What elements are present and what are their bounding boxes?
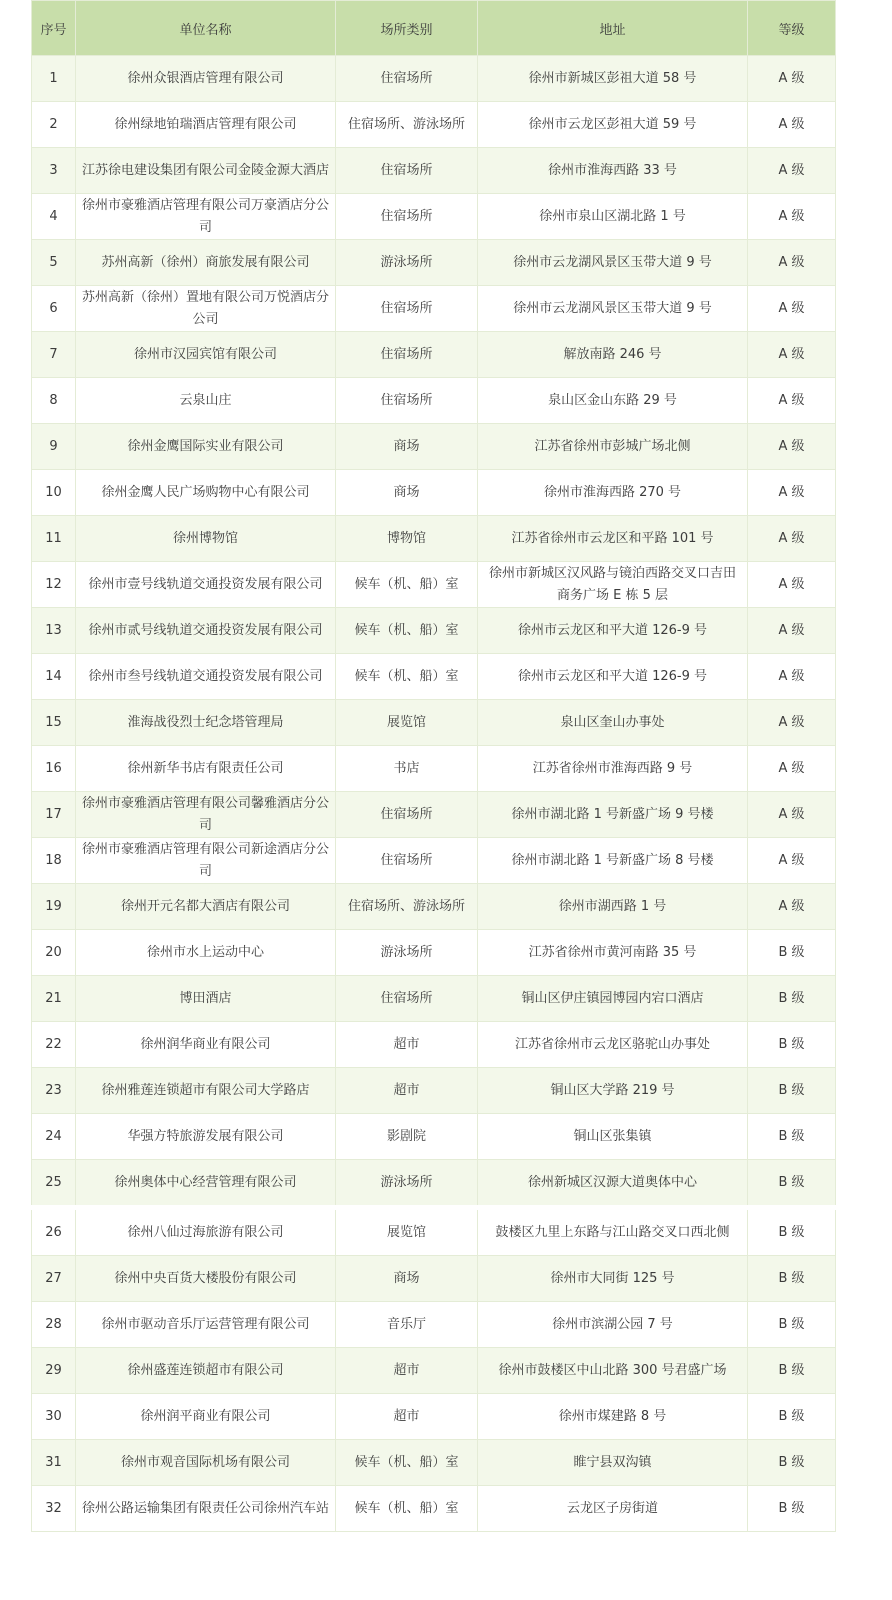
address: 江苏省徐州市云龙区骆驼山办事处: [478, 1022, 748, 1068]
grade: A 级: [748, 608, 836, 654]
address: 鼓楼区九里上东路与江山路交叉口西北侧: [478, 1208, 748, 1256]
grade: B 级: [748, 1256, 836, 1302]
row-index: 5: [32, 240, 76, 286]
table-row: [32, 470, 836, 516]
row-index: 11: [32, 516, 76, 562]
row-index: 16: [32, 746, 76, 792]
grade: A 级: [748, 562, 836, 608]
row-index: 22: [32, 1022, 76, 1068]
grade: A 级: [748, 516, 836, 562]
venue-type: 商场: [336, 424, 478, 470]
unit-name: 徐州市豪雅酒店管理有限公司新途酒店分公司: [76, 838, 336, 884]
table-row: [32, 1348, 836, 1394]
grade: A 级: [748, 424, 836, 470]
table-row: [32, 1486, 836, 1532]
grade: B 级: [748, 1440, 836, 1486]
table-row: [32, 838, 836, 884]
address: 徐州市新城区彭祖大道 58 号: [478, 56, 748, 102]
row-index: 1: [32, 56, 76, 102]
address: 江苏省徐州市黄河南路 35 号: [478, 930, 748, 976]
unit-name: 徐州金鹰人民广场购物中心有限公司: [76, 470, 336, 516]
unit-name: 徐州开元名都大酒店有限公司: [76, 884, 336, 930]
table-row: [32, 516, 836, 562]
unit-name: 徐州奥体中心经营管理有限公司: [76, 1160, 336, 1208]
row-index: 24: [32, 1114, 76, 1160]
venue-type: 候车（机、船）室: [336, 1440, 478, 1486]
address: 徐州市云龙区和平大道 126-9 号: [478, 608, 748, 654]
unit-name: 徐州金鹰国际实业有限公司: [76, 424, 336, 470]
table-row: [32, 194, 836, 240]
table-row: [32, 562, 836, 608]
row-index: 30: [32, 1394, 76, 1440]
address: 徐州市云龙湖风景区玉带大道 9 号: [478, 286, 748, 332]
grade: B 级: [748, 976, 836, 1022]
row-index: 28: [32, 1302, 76, 1348]
row-index: 4: [32, 194, 76, 240]
address: 徐州市淮海西路 270 号: [478, 470, 748, 516]
table-row: [32, 884, 836, 930]
unit-name: 徐州市豪雅酒店管理有限公司万豪酒店分公司: [76, 194, 336, 240]
row-index: 10: [32, 470, 76, 516]
venue-type: 商场: [336, 1256, 478, 1302]
venue-type: 住宿场所: [336, 286, 478, 332]
table-row: [32, 700, 836, 746]
address: 云龙区子房街道: [478, 1486, 748, 1532]
grade: B 级: [748, 1114, 836, 1160]
venue-type: 博物馆: [336, 516, 478, 562]
table-row: [32, 746, 836, 792]
address: 徐州市云龙区彭祖大道 59 号: [478, 102, 748, 148]
unit-name: 徐州绿地铂瑞酒店管理有限公司: [76, 102, 336, 148]
row-index: 3: [32, 148, 76, 194]
venue-type: 住宿场所: [336, 194, 478, 240]
grade: A 级: [748, 56, 836, 102]
address: 徐州市煤建路 8 号: [478, 1394, 748, 1440]
table-row: [32, 424, 836, 470]
address: 徐州市云龙区和平大道 126-9 号: [478, 654, 748, 700]
grade: B 级: [748, 1348, 836, 1394]
venue-type: 超市: [336, 1068, 478, 1114]
table-row: [32, 148, 836, 194]
header-unit-name: 单位名称: [76, 1, 336, 56]
grade: A 级: [748, 838, 836, 884]
table-row: [32, 1256, 836, 1302]
venue-type: 游泳场所: [336, 1160, 478, 1208]
unit-name: 博田酒店: [76, 976, 336, 1022]
grade: A 级: [748, 148, 836, 194]
row-index: 17: [32, 792, 76, 838]
unit-name: 徐州博物馆: [76, 516, 336, 562]
row-index: 27: [32, 1256, 76, 1302]
row-index: 19: [32, 884, 76, 930]
venue-type: 超市: [336, 1022, 478, 1068]
table-row: [32, 1022, 836, 1068]
address: 徐州市湖北路 1 号新盛广场 8 号楼: [478, 838, 748, 884]
grade: B 级: [748, 1160, 836, 1208]
venue-type: 音乐厅: [336, 1302, 478, 1348]
unit-name: 徐州市叁号线轨道交通投资发展有限公司: [76, 654, 336, 700]
table-row: [32, 1440, 836, 1486]
row-index: 8: [32, 378, 76, 424]
grade: A 级: [748, 700, 836, 746]
header-index: 序号: [32, 1, 76, 56]
unit-name: 徐州市豪雅酒店管理有限公司馨雅酒店分公司: [76, 792, 336, 838]
table-row: [32, 240, 836, 286]
row-index: 6: [32, 286, 76, 332]
table-row: [32, 1114, 836, 1160]
address: 徐州市湖西路 1 号: [478, 884, 748, 930]
header-venue-type: 场所类别: [336, 1, 478, 56]
address: 铜山区伊庄镇园博园内宕口酒店: [478, 976, 748, 1022]
unit-name: 徐州润华商业有限公司: [76, 1022, 336, 1068]
grade: A 级: [748, 654, 836, 700]
venue-type: 超市: [336, 1394, 478, 1440]
row-index: 15: [32, 700, 76, 746]
unit-name: 徐州新华书店有限责任公司: [76, 746, 336, 792]
row-index: 29: [32, 1348, 76, 1394]
venue-type: 展览馆: [336, 700, 478, 746]
venue-type: 住宿场所、游泳场所: [336, 102, 478, 148]
address: 江苏省徐州市彭城广场北侧: [478, 424, 748, 470]
address: 泉山区奎山办事处: [478, 700, 748, 746]
row-index: 32: [32, 1486, 76, 1532]
venue-type: 候车（机、船）室: [336, 608, 478, 654]
venue-type: 住宿场所、游泳场所: [336, 884, 478, 930]
unit-name: 苏州高新（徐州）置地有限公司万悦酒店分公司: [76, 286, 336, 332]
unit-name: 华强方特旅游发展有限公司: [76, 1114, 336, 1160]
address: 徐州新城区汉源大道奥体中心: [478, 1160, 748, 1208]
venue-type: 候车（机、船）室: [336, 562, 478, 608]
address: 江苏省徐州市淮海西路 9 号: [478, 746, 748, 792]
grade: B 级: [748, 930, 836, 976]
grade: B 级: [748, 1486, 836, 1532]
row-index: 23: [32, 1068, 76, 1114]
unit-name: 徐州公路运输集团有限责任公司徐州汽车站: [76, 1486, 336, 1532]
table-row: [32, 1302, 836, 1348]
header-grade: 等级: [748, 1, 836, 56]
grade: A 级: [748, 332, 836, 378]
grade: A 级: [748, 378, 836, 424]
grade: A 级: [748, 286, 836, 332]
venue-type: 住宿场所: [336, 976, 478, 1022]
grade: A 级: [748, 102, 836, 148]
grade: A 级: [748, 792, 836, 838]
unit-name: 云泉山庄: [76, 378, 336, 424]
venue-type: 住宿场所: [336, 792, 478, 838]
table-row: [32, 1068, 836, 1114]
grade: B 级: [748, 1302, 836, 1348]
row-index: 21: [32, 976, 76, 1022]
unit-name: 徐州雅莲连锁超市有限公司大学路店: [76, 1068, 336, 1114]
unit-name: 徐州润平商业有限公司: [76, 1394, 336, 1440]
row-index: 20: [32, 930, 76, 976]
address: 徐州市新城区汉风路与镜泊西路交叉口吉田商务广场 E 栋 5 层: [478, 562, 748, 608]
grade: A 级: [748, 470, 836, 516]
row-index: 25: [32, 1160, 76, 1208]
unit-name: 徐州市水上运动中心: [76, 930, 336, 976]
grade: A 级: [748, 884, 836, 930]
header-address: 地址: [478, 1, 748, 56]
address: 江苏省徐州市云龙区和平路 101 号: [478, 516, 748, 562]
venue-type: 影剧院: [336, 1114, 478, 1160]
unit-name: 徐州市观音国际机场有限公司: [76, 1440, 336, 1486]
row-index: 26: [32, 1208, 76, 1256]
venue-rating-table-page: [31, 0, 835, 1532]
venue-type: 超市: [336, 1348, 478, 1394]
address: 徐州市滨湖公园 7 号: [478, 1302, 748, 1348]
unit-name: 徐州盛莲连锁超市有限公司: [76, 1348, 336, 1394]
table-row: [32, 378, 836, 424]
venue-type: 住宿场所: [336, 332, 478, 378]
unit-name: 江苏徐电建设集团有限公司金陵金源大酒店: [76, 148, 336, 194]
table-row: [32, 1208, 836, 1256]
venue-type: 住宿场所: [336, 838, 478, 884]
venue-type: 书店: [336, 746, 478, 792]
venue-type: 住宿场所: [336, 378, 478, 424]
grade: B 级: [748, 1394, 836, 1440]
address: 徐州市云龙湖风景区玉带大道 9 号: [478, 240, 748, 286]
table-row: [32, 1394, 836, 1440]
grade: A 级: [748, 746, 836, 792]
unit-name: 徐州市贰号线轨道交通投资发展有限公司: [76, 608, 336, 654]
unit-name: 苏州高新（徐州）商旅发展有限公司: [76, 240, 336, 286]
address: 铜山区大学路 219 号: [478, 1068, 748, 1114]
row-index: 31: [32, 1440, 76, 1486]
unit-name: 徐州中央百货大楼股份有限公司: [76, 1256, 336, 1302]
table-row: [32, 976, 836, 1022]
address: 解放南路 246 号: [478, 332, 748, 378]
address: 铜山区张集镇: [478, 1114, 748, 1160]
address: 徐州市淮海西路 33 号: [478, 148, 748, 194]
grade: A 级: [748, 194, 836, 240]
unit-name: 徐州市壹号线轨道交通投资发展有限公司: [76, 562, 336, 608]
venue-type: 住宿场所: [336, 148, 478, 194]
table-row: [32, 102, 836, 148]
address: 徐州市鼓楼区中山北路 300 号君盛广场: [478, 1348, 748, 1394]
table-row: [32, 654, 836, 700]
address: 泉山区金山东路 29 号: [478, 378, 748, 424]
table-row: [32, 792, 836, 838]
table-row: [32, 930, 836, 976]
address: 徐州市湖北路 1 号新盛广场 9 号楼: [478, 792, 748, 838]
address: 睢宁县双沟镇: [478, 1440, 748, 1486]
address: 徐州市泉山区湖北路 1 号: [478, 194, 748, 240]
row-index: 9: [32, 424, 76, 470]
unit-name: 徐州八仙过海旅游有限公司: [76, 1208, 336, 1256]
unit-name: 徐州市驱动音乐厅运营管理有限公司: [76, 1302, 336, 1348]
grade: B 级: [748, 1068, 836, 1114]
row-index: 7: [32, 332, 76, 378]
row-index: 14: [32, 654, 76, 700]
venue-type: 候车（机、船）室: [336, 654, 478, 700]
venue-type: 游泳场所: [336, 240, 478, 286]
unit-name: 淮海战役烈士纪念塔管理局: [76, 700, 336, 746]
table-row: [32, 332, 836, 378]
venue-type: 展览馆: [336, 1208, 478, 1256]
unit-name: 徐州市汉园宾馆有限公司: [76, 332, 336, 378]
address: 徐州市大同街 125 号: [478, 1256, 748, 1302]
row-index: 12: [32, 562, 76, 608]
venue-type: 游泳场所: [336, 930, 478, 976]
table-row: [32, 286, 836, 332]
table-header-row: [32, 1, 836, 56]
unit-name: 徐州众银酒店管理有限公司: [76, 56, 336, 102]
table-row: [32, 56, 836, 102]
venue-type: 商场: [336, 470, 478, 516]
table-row: [32, 1160, 836, 1208]
venue-rating-table: [31, 0, 836, 1532]
row-index: 18: [32, 838, 76, 884]
table-row: [32, 608, 836, 654]
row-index: 13: [32, 608, 76, 654]
grade: A 级: [748, 240, 836, 286]
row-index: 2: [32, 102, 76, 148]
venue-type: 住宿场所: [336, 56, 478, 102]
grade: B 级: [748, 1022, 836, 1068]
grade: B 级: [748, 1208, 836, 1256]
venue-type: 候车（机、船）室: [336, 1486, 478, 1532]
